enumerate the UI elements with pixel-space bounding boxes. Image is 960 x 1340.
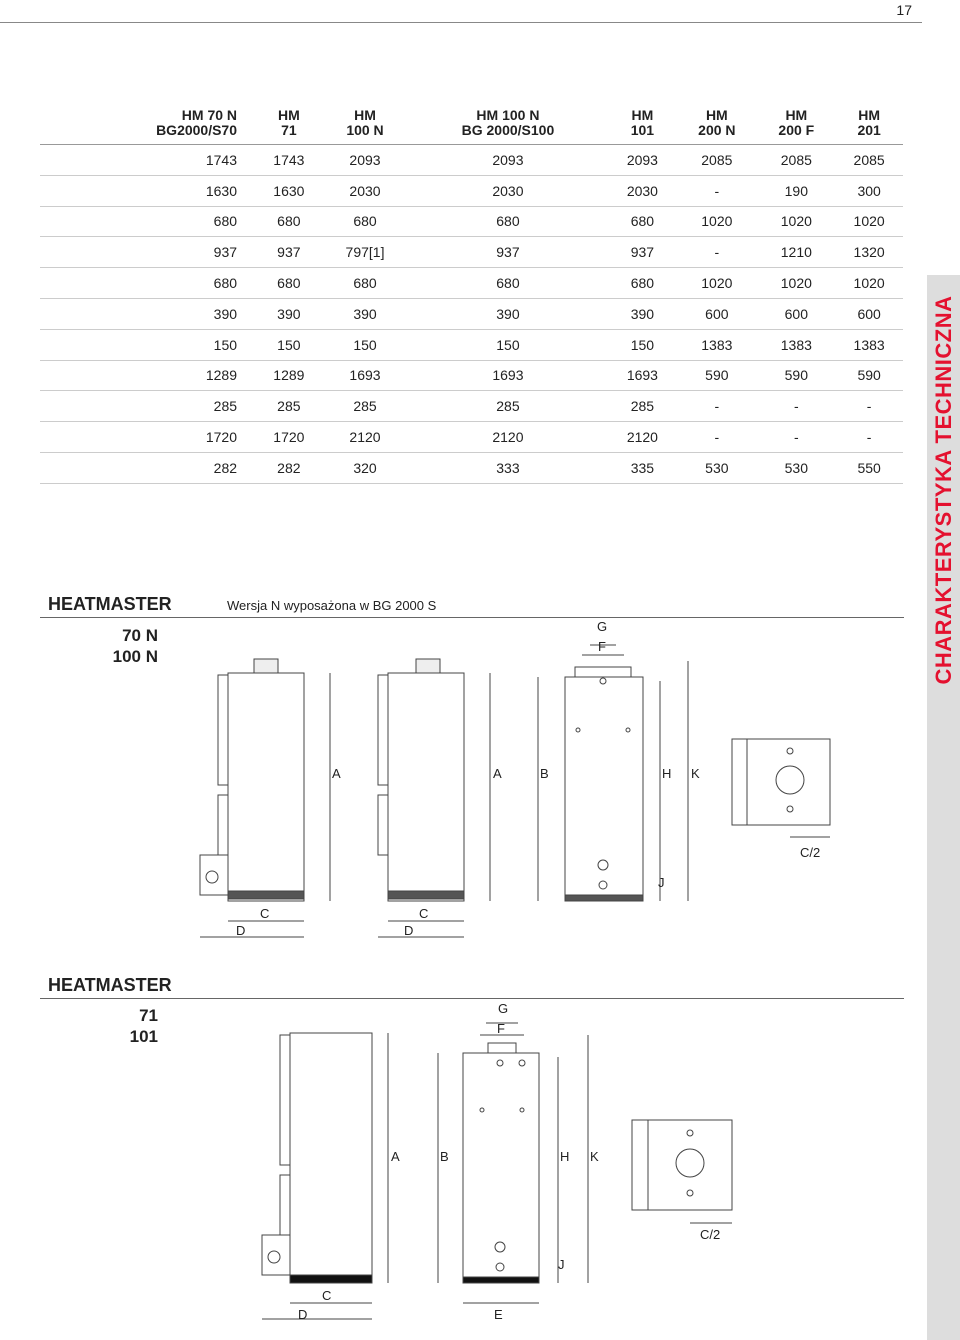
table-cell: 600 xyxy=(835,298,903,329)
table-cell: 2093 xyxy=(407,145,608,176)
section2-model-2: 101 xyxy=(129,1027,158,1046)
table-cell: 1289 xyxy=(40,360,255,391)
column-header-4 xyxy=(609,108,677,145)
section2-model-1: 71 xyxy=(139,1006,158,1025)
column-header-line: 200 N xyxy=(698,122,736,138)
table-cell: 150 xyxy=(609,329,677,360)
column-header-line: HM xyxy=(705,107,728,123)
table-cell: 937 xyxy=(609,237,677,268)
spec-table-body xyxy=(40,145,903,484)
table-cell: - xyxy=(676,175,757,206)
table-cell: 1383 xyxy=(757,329,835,360)
column-header-0 xyxy=(40,108,255,145)
table-row xyxy=(40,175,903,206)
table-cell: - xyxy=(757,422,835,453)
s1-label-g: G xyxy=(597,619,608,634)
table-cell: 590 xyxy=(835,360,903,391)
table-cell: 2030 xyxy=(609,175,677,206)
table-cell: 1743 xyxy=(40,145,255,176)
boiler-top-view-3 xyxy=(632,1120,732,1223)
table-cell: - xyxy=(676,422,757,453)
column-header-line: 201 xyxy=(857,122,881,138)
table-cell: 150 xyxy=(323,329,408,360)
table-cell: 190 xyxy=(757,175,835,206)
s1-label-c-half: C/2 xyxy=(800,845,821,860)
table-cell: - xyxy=(676,237,757,268)
table-cell: 282 xyxy=(255,452,323,483)
s2-label-g: G xyxy=(498,1001,509,1016)
table-cell: 937 xyxy=(407,237,608,268)
table-cell: 1383 xyxy=(835,329,903,360)
s1-label-a1: A xyxy=(332,766,341,781)
s1-label-a2: A xyxy=(493,766,502,781)
section1-model-2: 100 N xyxy=(112,647,158,666)
table-cell: 285 xyxy=(407,391,608,422)
column-header-line: HM xyxy=(858,107,880,123)
table-cell: 590 xyxy=(757,360,835,391)
table-cell: 150 xyxy=(255,329,323,360)
table-cell: 2093 xyxy=(323,145,408,176)
column-header-line: 71 xyxy=(281,122,297,138)
section1-drawing xyxy=(0,615,925,945)
table-cell: 2030 xyxy=(407,175,608,206)
table-row xyxy=(40,360,903,391)
table-cell: 2085 xyxy=(676,145,757,176)
table-cell: 680 xyxy=(609,206,677,237)
table-cell: 2093 xyxy=(609,145,677,176)
table-cell: 1210 xyxy=(757,237,835,268)
section2-drawing xyxy=(0,995,925,1335)
table-cell: 1020 xyxy=(835,268,903,299)
column-header-6 xyxy=(757,108,835,145)
table-cell: 680 xyxy=(40,206,255,237)
column-header-line: HM xyxy=(277,107,300,123)
table-cell: 1693 xyxy=(609,360,677,391)
table-cell: 530 xyxy=(676,452,757,483)
table-cell: 530 xyxy=(757,452,835,483)
table-cell: 1383 xyxy=(676,329,757,360)
table-cell: 390 xyxy=(407,298,608,329)
table-cell: - xyxy=(835,391,903,422)
side-title-text: CHARAKTERYSTYKA TECHNICZNA xyxy=(930,295,956,685)
table-cell: 285 xyxy=(40,391,255,422)
table-cell: 680 xyxy=(323,268,408,299)
table-cell: 1020 xyxy=(757,206,835,237)
s1-label-d2: D xyxy=(404,923,414,938)
side-title xyxy=(927,275,960,705)
boiler-top-view xyxy=(732,739,830,837)
table-cell: 1720 xyxy=(255,422,323,453)
s2-label-c-half: C/2 xyxy=(700,1227,721,1242)
table-cell: 600 xyxy=(676,298,757,329)
s1-label-c2: C xyxy=(419,906,429,921)
table-cell: 1693 xyxy=(323,360,408,391)
table-cell: 590 xyxy=(676,360,757,391)
table-cell: 2120 xyxy=(609,422,677,453)
section1-model-1: 70 N xyxy=(122,626,158,645)
s1-label-k: K xyxy=(691,766,700,781)
table-row xyxy=(40,452,903,483)
column-header-line: HM 70 N xyxy=(181,107,238,123)
s2-label-h: H xyxy=(560,1149,570,1164)
table-cell: 285 xyxy=(255,391,323,422)
table-row xyxy=(40,422,903,453)
table-row xyxy=(40,268,903,299)
s1-label-h: H xyxy=(662,766,672,781)
table-cell: 150 xyxy=(407,329,608,360)
table-cell: 680 xyxy=(323,206,408,237)
column-header-5 xyxy=(676,108,757,145)
s2-label-e: E xyxy=(494,1307,503,1322)
boiler-side-view-3 xyxy=(262,1033,388,1319)
table-cell: 335 xyxy=(609,452,677,483)
table-cell: 2120 xyxy=(407,422,608,453)
table-cell: 1720 xyxy=(40,422,255,453)
table-cell: 1020 xyxy=(676,206,757,237)
table-row xyxy=(40,298,903,329)
table-cell: 1020 xyxy=(676,268,757,299)
table-row xyxy=(40,237,903,268)
page-number: 17 xyxy=(896,2,912,18)
table-cell: 285 xyxy=(323,391,408,422)
table-cell: 937 xyxy=(255,237,323,268)
table-cell: 390 xyxy=(255,298,323,329)
boiler-side-view-2 xyxy=(378,659,490,937)
table-cell: 150 xyxy=(40,329,255,360)
s2-label-a: A xyxy=(391,1149,400,1164)
section2-title: HEATMASTER xyxy=(48,975,172,995)
s2-label-d: D xyxy=(298,1307,308,1322)
table-row xyxy=(40,206,903,237)
s1-label-c1: C xyxy=(260,906,270,921)
table-cell: 1320 xyxy=(835,237,903,268)
table-cell: 1020 xyxy=(757,268,835,299)
table-cell: 300 xyxy=(835,175,903,206)
table-cell: - xyxy=(835,422,903,453)
column-header-1 xyxy=(255,108,323,145)
s2-label-c: C xyxy=(322,1288,332,1303)
section1-title: HEATMASTER xyxy=(48,594,172,614)
spec-table xyxy=(40,108,903,484)
column-header-line: HM xyxy=(631,107,654,123)
table-cell: 282 xyxy=(40,452,255,483)
top-rule xyxy=(0,22,922,23)
s2-label-f: F xyxy=(497,1021,505,1036)
table-row xyxy=(40,329,903,360)
table-cell: 1289 xyxy=(255,360,323,391)
table-cell: 285 xyxy=(609,391,677,422)
s1-label-d1: D xyxy=(236,923,246,938)
s1-label-f: F xyxy=(598,639,606,654)
column-header-line: 101 xyxy=(630,122,655,138)
column-header-3 xyxy=(407,108,608,145)
table-cell: 1630 xyxy=(40,175,255,206)
column-header-line: 200 F xyxy=(778,122,815,138)
table-cell: 1630 xyxy=(255,175,323,206)
table-cell: 1693 xyxy=(407,360,608,391)
table-row xyxy=(40,145,903,176)
section1-note: Wersja N wyposażona w BG 2000 S xyxy=(227,598,437,613)
table-cell: 797[1] xyxy=(323,237,408,268)
table-cell: 600 xyxy=(757,298,835,329)
s1-label-j: J xyxy=(658,875,665,890)
table-cell: 2120 xyxy=(323,422,408,453)
boiler-side-view-1 xyxy=(200,659,330,937)
table-cell: 937 xyxy=(40,237,255,268)
column-header-line: HM xyxy=(354,107,376,123)
s2-label-b: B xyxy=(440,1149,449,1164)
table-cell: 1743 xyxy=(255,145,323,176)
s1-label-b: B xyxy=(540,766,549,781)
column-header-line: HM xyxy=(785,107,808,123)
table-cell: 333 xyxy=(407,452,608,483)
table-cell: - xyxy=(676,391,757,422)
table-cell: 320 xyxy=(323,452,408,483)
table-cell: 2085 xyxy=(757,145,835,176)
table-cell: 2030 xyxy=(323,175,408,206)
column-header-line: HM 100 N xyxy=(476,107,540,123)
table-cell: 680 xyxy=(255,206,323,237)
table-cell: 390 xyxy=(323,298,408,329)
table-cell: 680 xyxy=(609,268,677,299)
table-cell: 550 xyxy=(835,452,903,483)
table-cell: 390 xyxy=(609,298,677,329)
table-cell: 680 xyxy=(407,268,608,299)
table-cell: - xyxy=(757,391,835,422)
s2-label-j: J xyxy=(558,1257,565,1272)
table-cell: 680 xyxy=(407,206,608,237)
table-cell: 1020 xyxy=(835,206,903,237)
spec-table-header xyxy=(40,108,903,145)
table-cell: 680 xyxy=(255,268,323,299)
table-row xyxy=(40,391,903,422)
column-header-2 xyxy=(323,108,408,145)
column-header-line: BG2000/S70 xyxy=(156,122,238,138)
table-cell: 2085 xyxy=(835,145,903,176)
s2-label-k: K xyxy=(590,1149,599,1164)
column-header-7 xyxy=(835,108,903,145)
table-cell: 680 xyxy=(40,268,255,299)
table-cell: 390 xyxy=(40,298,255,329)
column-header-line: 100 N xyxy=(346,122,384,138)
column-header-line: BG 2000/S100 xyxy=(461,122,555,138)
